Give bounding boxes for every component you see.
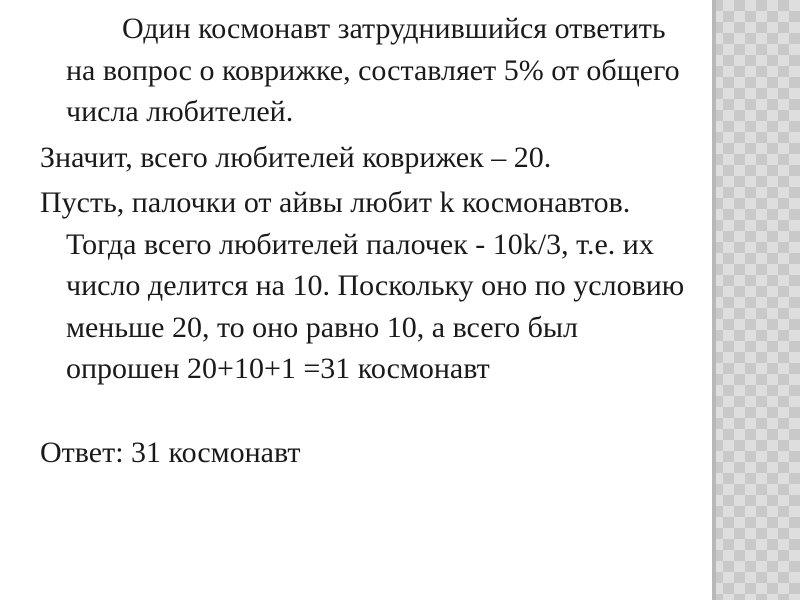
- paragraph-total-lovers: Значит, всего любителей коврижек – 20.: [40, 140, 552, 174]
- paragraph-condition: Один космонавт затруднившийся ответить на вопрос о коврижке, составляет 5% от общего числа любителей.: [66, 12, 680, 128]
- decorative-side-band: [712, 0, 800, 600]
- paragraph-answer: Ответ: 31 космонавт: [40, 435, 301, 469]
- slide-text: [40, 8, 690, 473]
- paragraph-reasoning: Пусть, палочки от айвы любит k космонавтов. Тогда всего любителей палочек - 10k/3, т.е. их число делится на 10. Поскольку оно по условию меньше 20, то оно равно 10, а всего был опрошен 20+10+1 =31 космонавт: [40, 186, 685, 385]
